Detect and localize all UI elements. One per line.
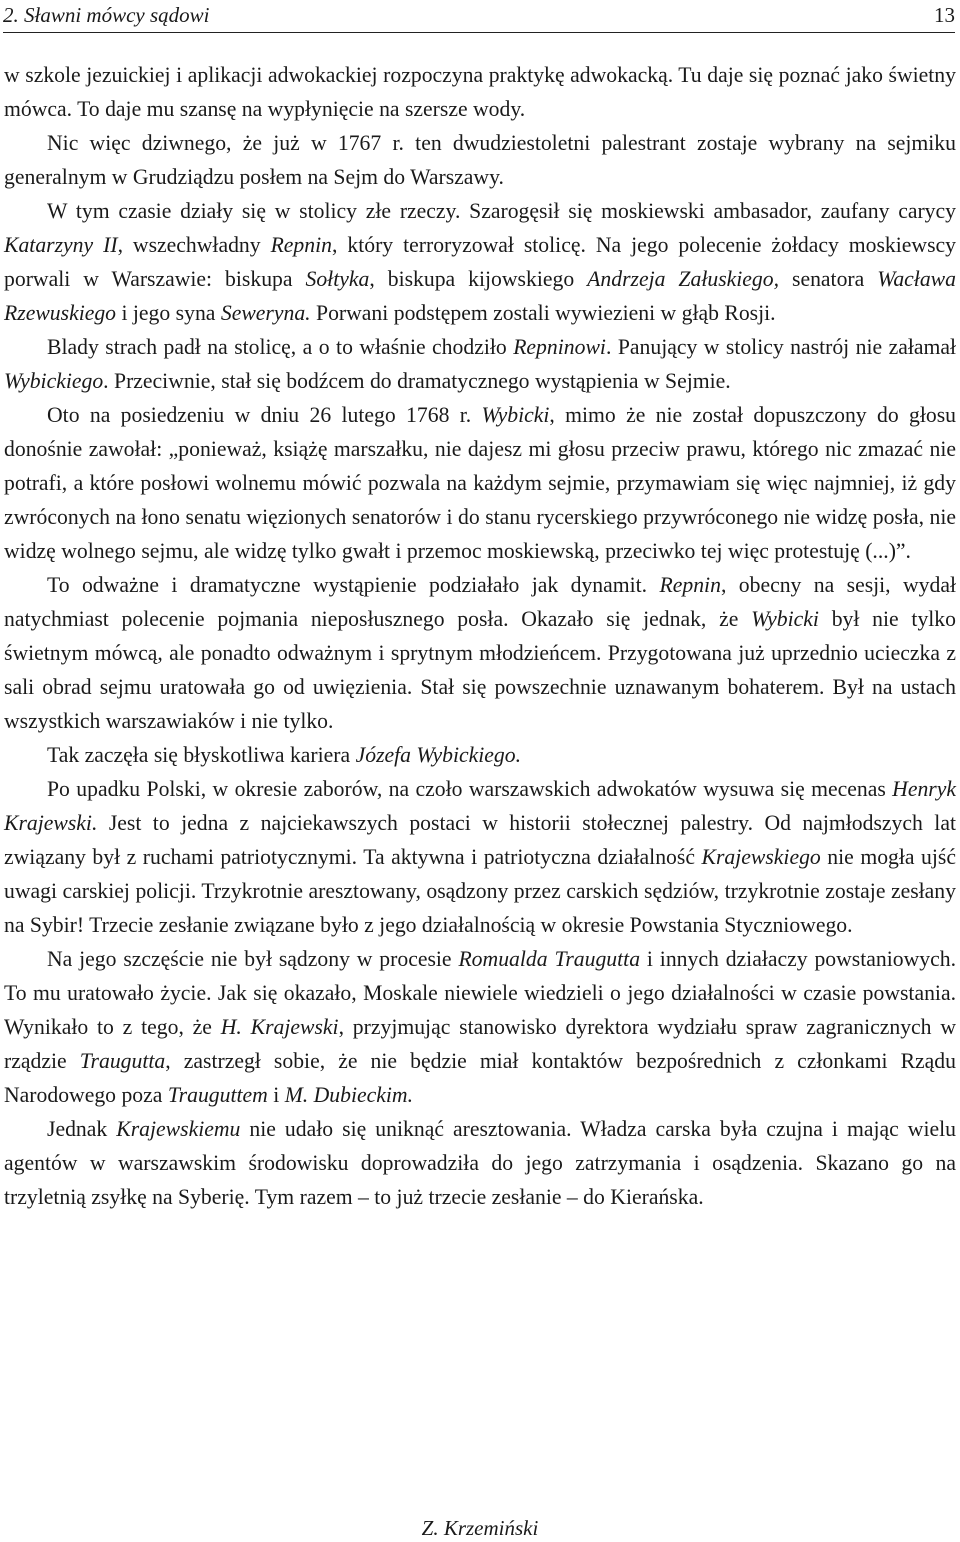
text-run: . Panujący w stolicy nastrój nie załamał [605,335,956,359]
text-run: Po upadku Polski, w okresie zaborów, na czoło warszawskich adwokatów wysuwa się mecenas [47,777,893,801]
text-run: senatora [779,267,878,291]
paragraph [4,772,956,942]
italic-name: H. Krajewski [220,1015,339,1039]
text-run: i innych działaczy powstaniowych. To mu uratowało życie. Jak się okazało, Moskale niewiele wiedzieli o jego działalności w czasie powstania. Wynikało to z tego, że [4,947,956,1039]
paragraph [4,194,956,330]
text-run: Jest to jedna z najciekawszych postaci w historii stołecznej palestry. Od najmłodszych lat związany był z ruchami patriotycznymi. Ta aktywna i patriotyczna działalność [4,811,956,869]
author-signature: Z. Krzemiński [421,1516,539,1540]
text-run: Oto na posiedzeniu w dniu 26 lutego 1768 r. [47,403,482,427]
paragraph [4,58,956,126]
text-run: Tak zaczęła się błyskotliwa kariera [47,743,356,767]
text-run: i jego syna [116,301,221,325]
text-run: , obecny na sesji, wydał natychmiast polecenie pojmania nieposłusznego posła. Okazało się jednak, że [4,573,956,631]
italic-name: Henryk Krajewski. [4,777,956,835]
text-run: w szkole jezuickiej i aplikacji adwokackiej rozpoczyna praktykę adwokacką. Tu daje się poznać jako świetny mówca. To daje mu szansę na wypłynięcie na szersze wody. [4,63,956,121]
text-run: Na jego szczęście nie był sądzony w procesie [47,947,459,971]
text-run: , przyjmując stanowisko dyrektora wydziału spraw zagranicznych w rządzie [4,1015,956,1073]
italic-name: Krajewskiemu [116,1117,241,1141]
body-text [4,58,956,1214]
text-run: W tym czasie działy się w stolicy złe rzeczy. Szarogęsił się moskiewski ambasador, zaufany carycy [47,199,956,223]
text-run: Blady strach padł na stolicę, a o to właśnie chodziło [47,335,514,359]
paragraph [4,126,956,194]
italic-name: Traugutta [79,1049,166,1073]
italic-name: M. Dubieckim. [284,1083,413,1107]
italic-name: Trauguttem [167,1083,268,1107]
running-header [3,2,955,33]
text-run: był nie tylko świetnym mówcą, ale ponadto odważnym i sprytnym młodzieńcem. Przygotowana już uprzednio ucieczka z sali obrad sejmu uratowała go od uwięzienia. Stał się powszechnie uznawanym bohaterem. Był na ustach wszystkich warszawiaków i nie tylko. [4,607,956,733]
chapter-title: 2. Sławni mówcy sądowi [3,3,210,27]
paragraph [4,398,956,568]
text-run: Nic więc dziwnego, że już w 1767 r. ten dwudziestoletni palestrant zostaje wybrany na sejmiku generalnym w Grudziądzu posłem na Sejm do Warszawy. [4,131,956,189]
italic-name: Sołtyka [305,267,370,291]
page-number: 13 [934,3,955,27]
text-run: . Przeciwnie, stał się bodźcem do dramatycznego wystąpienia w Sejmie. [103,369,731,393]
text-run: nie udało się uniknąć aresztowania. Władza carska była czujna i mając wielu agentów w warszawskim środowisku doprowadziła do jego zatrzymania i osądzenia. Skazano go na trzyletnią zsyłkę na Syberię. Tym razem – to już trzecie zesłanie – do Kierańska. [4,1117,956,1209]
paragraph [4,568,956,738]
text-run: Jednak [47,1117,117,1141]
italic-name: Wybicki [481,403,550,427]
text-run: , mimo że nie został dopuszczony do głosu donośnie zawołał: „ponieważ, książę marszałku, nie dajesz mi głosu przeciw prawu, którego nic zmazać nie potrafi, a które posłowi wolnemu mówić pozwala na każdym sejmie, przymawiam się więc najmniej, iż gdy zwróconych na łono senatu więzionych senatorów i do stanu rycerskiego przywróconego nie widzę posła, nie widzę wolnego sejmu, ale widzę tylko gwałt i przemoc moskiewską, przeciwko tej więc protestuję (...)”. [4,403,956,563]
italic-name: Repninowi [513,335,606,359]
text-run: Porwani podstępem zostali wywiezieni w głąb Rosji. [310,301,776,325]
italic-name: Wybicki [751,607,819,631]
italic-name: Józefa Wybickiego. [355,743,522,767]
italic-name: Wacława Rzewuskiego [4,267,956,325]
italic-name: Repnin [659,573,721,597]
italic-name: Romualda Traugutta [458,947,641,971]
text-run: , który terroryzował stolicę. Na jego polecenie żołdacy moskiewscy porwali w Warszawie: biskupa [4,233,957,291]
italic-name: Krajewskiego [701,845,821,869]
text-run: To odważne i dramatyczne wystąpienie podziałało jak dynamit. [47,573,660,597]
italic-name: Katarzyny II [4,233,118,257]
italic-name: Repnin [270,233,332,257]
paragraph [4,330,956,398]
text-run: , biskupa kijowskiego [369,267,588,291]
text-run: , zastrzegł sobie, że nie będzie miał kontaktów bezpośrednich z członkami Rządu Narodowego poza [4,1049,956,1107]
paragraph [4,738,956,772]
italic-name: Andrzeja Załuskiego, [587,267,780,291]
text-run: , wszechwładny [117,233,271,257]
text-run: nie mogła ujść uwagi carskiej policji. Trzykrotnie aresztowany, osądzony przez carskich sędziów, trzykrotnie zostaje zesłany na Sybir! Trzecie zesłanie związane było z jego działalnością w okresie Powstania Styczniowego. [4,845,956,937]
italic-name: Seweryna. [220,301,311,325]
text-run: i [267,1083,285,1107]
paragraph [4,1112,956,1214]
paragraph [4,942,956,1112]
italic-name: Wybickiego [4,369,104,393]
